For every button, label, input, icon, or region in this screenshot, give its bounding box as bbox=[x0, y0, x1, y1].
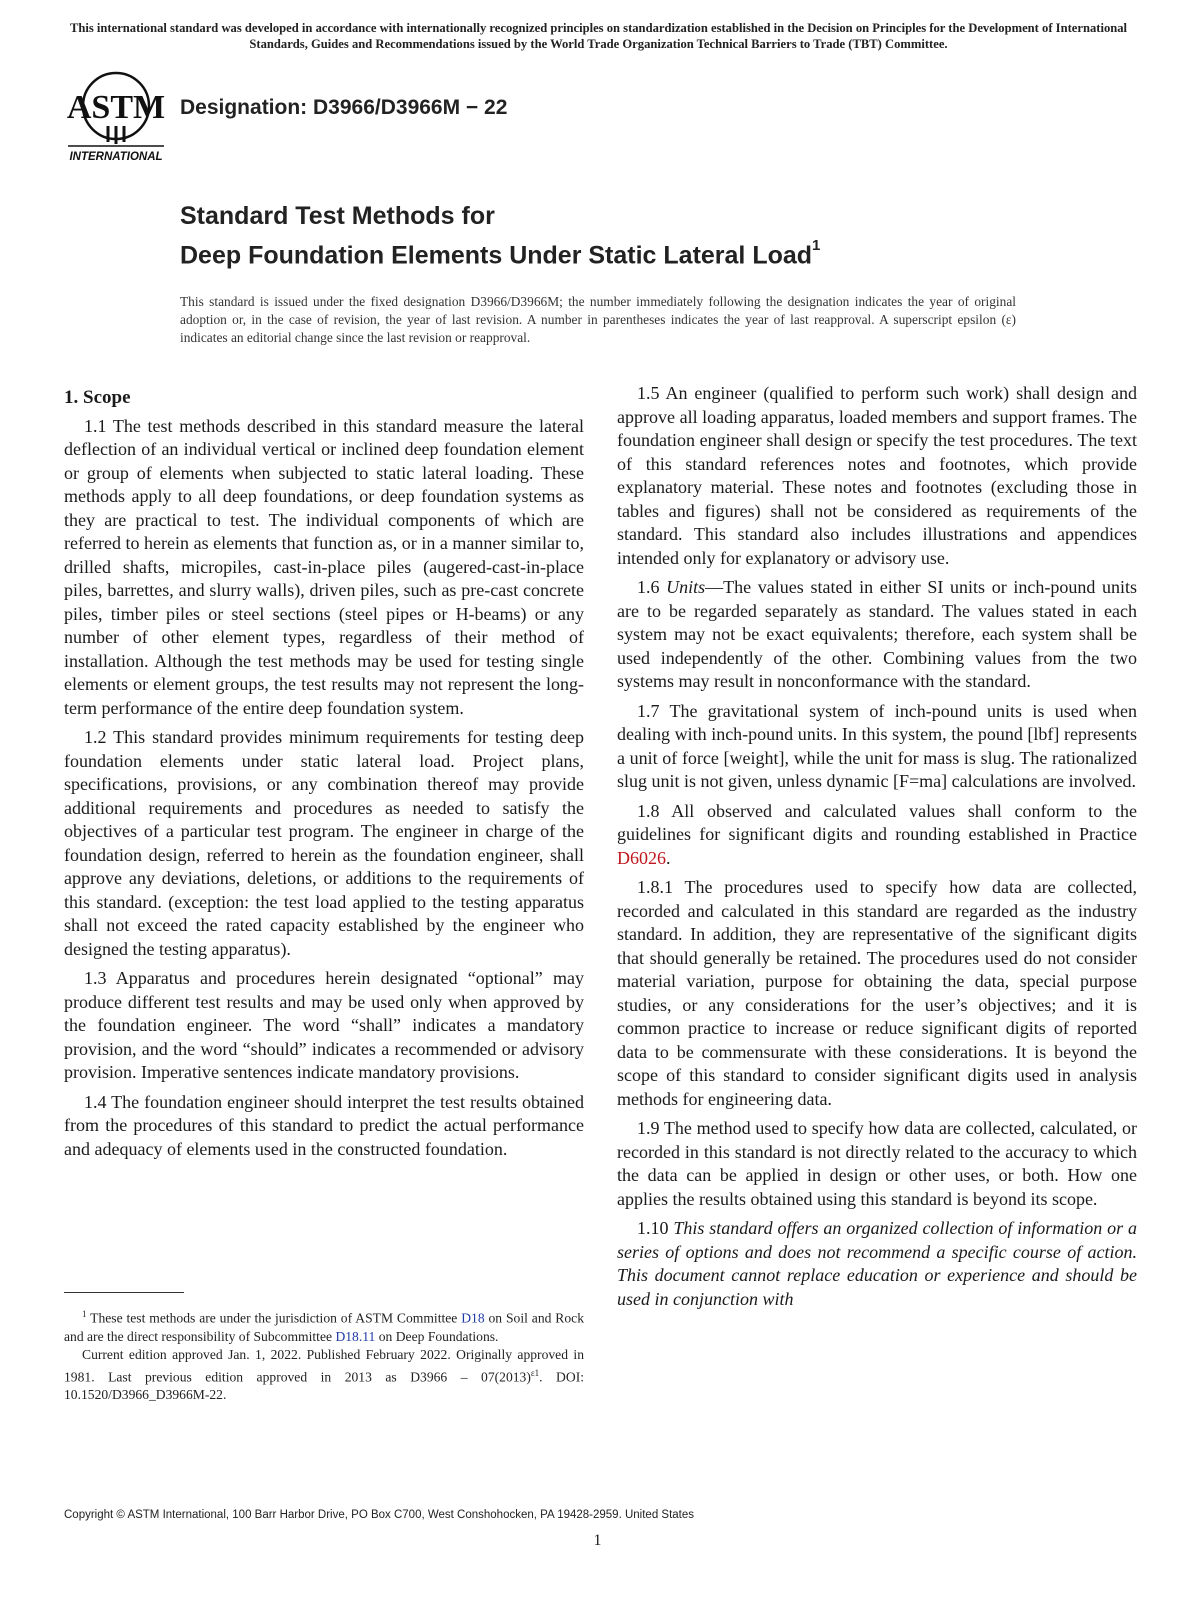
footnote-text-a: These test methods are under the jurisdiction of ASTM Committee bbox=[90, 1310, 462, 1326]
title-line-1: Standard Test Methods for bbox=[180, 202, 495, 230]
paragraph-1-8-1: 1.8.1 The procedures used to specify how data are collected, recorded and calculated in this standard are regarded as the industry standard. In addition, they are representative of the significant digits that should generally be retained. The procedures used do not consider material variation, purpose for obtaining the data, special purpose studies, or any considerations for the user’s objectives; and it is common practice to increase or reduce significant digits of reported data to be commensurate with these considerations. It is beyond the scope of this standard to consider significant digits used in analysis methods for engineering data. bbox=[617, 877, 1137, 1109]
document-title bbox=[180, 200, 1080, 272]
link-d18[interactable]: D18 bbox=[461, 1310, 485, 1326]
paragraph-1-10 bbox=[617, 1217, 1137, 1311]
paragraph-1-7: 1.7 The gravitational system of inch-pound units is used when dealing with inch-pound units. In this system, the pound [lbf] represents a unit of force [weight], while the unit for mass is slug. The rationalized slug unit is not given, unless dynamic [F=ma] calculations are involved. bbox=[617, 700, 1137, 791]
paragraph-1-8 bbox=[617, 800, 1137, 871]
footnote-1 bbox=[64, 1305, 584, 1346]
section-heading-scope: 1. Scope bbox=[64, 387, 131, 408]
title-line-2 bbox=[180, 233, 1080, 272]
p1-8-end: . bbox=[666, 847, 671, 868]
paragraph-1-5: 1.5 An engineer (qualified to perform such work) shall design and approve all loading apparatus, loaded members and support frames. The foundation engineer shall design or specify the test procedures. The text of this standard references notes and footnotes, which provide explanatory material. These notes and footnotes (excluding those in tables and figures) shall not be considered as requirements of the standard. This standard also includes illustrations and appendices intended only for explanatory or advisory use. bbox=[617, 383, 1137, 568]
logo-letters: ASTM bbox=[66, 89, 166, 126]
title-line-2-text: Deep Foundation Elements Under Static Lateral Load bbox=[180, 241, 813, 270]
paragraph-1-2: 1.2 This standard provides minimum requirements for testing deep foundation elements under static lateral load. Project plans, specifications, provisions, or any combination thereof may provide additional requirements and procedures as needed to satisfy the objectives of a particular test program. The engineer in charge of the foundation design, referred to herein as the foundation engineer, shall approve any deviations, deletions, or additions to the requirements of this standard. (exception: the test load applied to the testing apparatus shall not exceed the rated capacity established by the engineer who designed the testing apparatus). bbox=[64, 727, 584, 959]
footnote-edition bbox=[64, 1346, 584, 1405]
right-column bbox=[617, 382, 1137, 1317]
wto-notice: This international standard was developed in accordance with internationally recognized principles on standardization established in the Decision on Principles for the Development of International Standards, Guides and Recommendations issued by the World Trade Organization Technical Barriers to Trade (TBT) Committee. bbox=[69, 21, 1128, 51]
logo-subtext: INTERNATIONAL bbox=[69, 151, 163, 163]
p1-6-number: 1.6 bbox=[637, 577, 667, 597]
link-d6026[interactable]: D6026 bbox=[617, 847, 666, 868]
paragraph-1-1: 1.1 The test methods described in this standard measure the lateral deflection of an individual vertical or inclined deep foundation element or group of elements when subjected to static lateral loading. These methods apply to all deep foundations, or deep foundation systems as they are practical to test. The individual components of which are referred to herein as elements that function as, or in a manner similar to, drilled shafts, micropiles, cast-in-place piles (augered-cast-in-place piles, barrettes, and slurry walls), driven piles, such as pre-cast concrete piles, timber piles or steel sections (steel pipes or H-beams) or any number of other element types, regardless of their method of installation. Although the test methods may be used for testing single elements or element groups, the test results may not represent the long-term performance of the entire deep foundation system. bbox=[64, 415, 584, 718]
left-column bbox=[64, 382, 584, 1167]
astm-logo-icon bbox=[64, 68, 168, 164]
title-footnote-mark: 1 bbox=[812, 237, 821, 254]
issue-note: This standard is issued under the fixed designation D3966/D3966M; the number immediately following the designation indicates the year of original adoption or, in the case of revision, the year of last revision. A number in parentheses indicates the year of last reapproval. A superscript epsilon (ε) indicates an editorial change since the last revision or reapproval. bbox=[180, 294, 1016, 345]
footnote-text-b: on Soil and Rock and are the direct responsibility of Subcommittee bbox=[64, 1310, 584, 1344]
edition-text-b: . DOI: 10.1520/D3966_D3966M-22. bbox=[64, 1369, 584, 1403]
p1-10-text: This standard offers an organized collection of information or a series of options and does not recommend a specific course of action. This document cannot replace education or experience and should be used in conjunction with bbox=[617, 1218, 1137, 1309]
paragraph-1-6 bbox=[617, 576, 1137, 694]
footnote-mark: 1 bbox=[82, 1309, 87, 1319]
link-d18-11[interactable]: D18.11 bbox=[335, 1328, 376, 1344]
p1-6-text: —The values stated in either SI units or inch-pound units are to be regarded separately as standard. The values stated in each system may not be exact equivalents; therefore, each system shall be used independently of the other. Combining values from the two systems may result in nonconformance with the standard. bbox=[617, 577, 1137, 691]
copyright-footer: Copyright © ASTM International, 100 Barr Harbor Drive, PO Box C700, West Conshohocken, PA 19428-2959. United States bbox=[64, 1509, 695, 1521]
footnote-text-c: on Deep Foundations. bbox=[375, 1328, 499, 1344]
p1-10-number: 1.10 bbox=[637, 1218, 674, 1238]
p1-6-term: Units bbox=[666, 577, 706, 597]
designation: Designation: D3966/D3966M − 22 bbox=[180, 96, 508, 119]
astm-logo bbox=[64, 68, 168, 164]
page-number: 1 bbox=[593, 1532, 602, 1549]
footnote bbox=[64, 1305, 584, 1404]
footnote-divider bbox=[64, 1292, 184, 1293]
p1-8-text: 1.8 All observed and calculated values shall conform to the guidelines for significant digits and rounding established in Practice bbox=[617, 800, 1137, 844]
paragraph-1-3: 1.3 Apparatus and procedures herein designated “optional” may produce different test results and may be used only when approved by the foundation engineer. The word “shall” indicates a mandatory provision, and the word “should” indicates a recommended or advisory provision. Imperative sentences indicate mandatory provisions. bbox=[64, 968, 584, 1082]
edition-epsilon: ε1 bbox=[530, 1367, 540, 1378]
paragraph-1-9: 1.9 The method used to specify how data are collected, calculated, or recorded in this standard is not directly related to the accuracy to which the data can be applied in design or other uses, or both. How one applies the results obtained using this standard is beyond its scope. bbox=[617, 1118, 1137, 1209]
edition-text-a: Current edition approved Jan. 1, 2022. Published February 2022. Originally approved in 1981. Last previous edition approved in 2013 as D3966 – 07(2013) bbox=[64, 1346, 584, 1385]
paragraph-1-4: 1.4 The foundation engineer should interpret the test results obtained from the procedures of this standard to predict the actual performance and adequacy of elements used in the constructed foundation. bbox=[64, 1091, 584, 1159]
